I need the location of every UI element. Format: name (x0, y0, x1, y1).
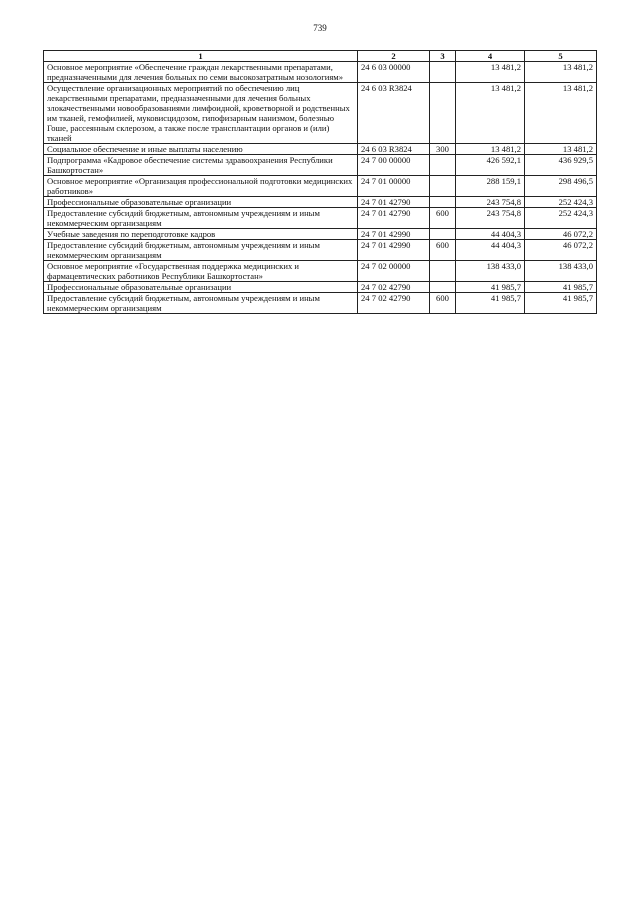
table-row (44, 197, 597, 208)
column-header-2: 2 (358, 51, 430, 62)
amount-col4-cell: 44 404,3 (456, 229, 525, 240)
column-header-5: 5 (525, 51, 597, 62)
name-cell: Основное мероприятие «Организация профессиональной подготовки медицинских работников» (44, 176, 358, 197)
amount-col5-cell: 138 433,0 (525, 261, 597, 282)
code-cell: 24 7 01 00000 (358, 176, 430, 197)
code-cell: 24 6 03 R3824 (358, 144, 430, 155)
table-row (44, 208, 597, 229)
table-row (44, 240, 597, 261)
code-cell: 24 7 00 00000 (358, 155, 430, 176)
name-cell: Предоставление субсидий бюджетным, автономным учреждениям и иным некоммерческим организациям (44, 208, 358, 229)
table-row (44, 62, 597, 83)
table-row (44, 155, 597, 176)
name-cell: Основное мероприятие «Обеспечение граждан лекарственными препаратами, предназначенными для лечения больных по семи высокозатратным нозологиям» (44, 62, 358, 83)
amount-col5-cell: 298 496,5 (525, 176, 597, 197)
name-cell: Подпрограмма «Кадровое обеспечение системы здравоохранения Республики Башкортостан» (44, 155, 358, 176)
expense-type-cell: 600 (430, 208, 456, 229)
expense-type-cell: 600 (430, 240, 456, 261)
column-header-1: 1 (44, 51, 358, 62)
expense-type-cell (430, 261, 456, 282)
table-row (44, 229, 597, 240)
code-cell: 24 7 01 42790 (358, 208, 430, 229)
table-body (44, 62, 597, 314)
code-cell: 24 7 01 42790 (358, 197, 430, 208)
amount-col4-cell: 41 985,7 (456, 293, 525, 314)
expense-type-cell: 300 (430, 144, 456, 155)
table-row (44, 144, 597, 155)
table-row (44, 293, 597, 314)
amount-col4-cell: 243 754,8 (456, 197, 525, 208)
code-cell: 24 6 03 R3824 (358, 83, 430, 144)
amount-col5-cell: 13 481,2 (525, 83, 597, 144)
amount-col5-cell: 436 929,5 (525, 155, 597, 176)
code-cell: 24 6 03 00000 (358, 62, 430, 83)
name-cell: Основное мероприятие «Государственная поддержка медицинских и фармацевтических работников Республики Башкортостан» (44, 261, 358, 282)
expense-type-cell (430, 62, 456, 83)
expense-type-cell: 600 (430, 293, 456, 314)
amount-col4-cell: 41 985,7 (456, 282, 525, 293)
table-row (44, 282, 597, 293)
amount-col5-cell: 13 481,2 (525, 62, 597, 83)
table-row (44, 176, 597, 197)
expense-type-cell (430, 229, 456, 240)
amount-col4-cell: 13 481,2 (456, 83, 525, 144)
amount-col4-cell: 13 481,2 (456, 144, 525, 155)
amount-col4-cell: 426 592,1 (456, 155, 525, 176)
column-header-3: 3 (430, 51, 456, 62)
expense-type-cell (430, 282, 456, 293)
amount-col5-cell: 252 424,3 (525, 208, 597, 229)
amount-col5-cell: 41 985,7 (525, 282, 597, 293)
amount-col5-cell: 252 424,3 (525, 197, 597, 208)
expense-type-cell (430, 155, 456, 176)
amount-col4-cell: 44 404,3 (456, 240, 525, 261)
name-cell: Социальное обеспечение и иные выплаты населению (44, 144, 358, 155)
name-cell: Учебные заведения по переподготовке кадров (44, 229, 358, 240)
table-row (44, 261, 597, 282)
code-cell: 24 7 02 42790 (358, 282, 430, 293)
amount-col4-cell: 13 481,2 (456, 62, 525, 83)
name-cell: Профессиональные образовательные организации (44, 282, 358, 293)
table-row (44, 83, 597, 144)
page-number: 739 (313, 23, 327, 33)
name-cell: Осуществление организационных мероприятий по обеспечению лиц лекарственными препаратами, предназначенными для лечения больных злокачественными новообразованиями лимфоидной, кроветворной и родственных им тканей, гемофилией, муковисцидозом, гипофизарным нанизмом, болезнью Гоше, рассеянным склерозом, а также после трансплантации органов и (или) тканей (44, 83, 358, 144)
amount-col4-cell: 288 159,1 (456, 176, 525, 197)
amount-col5-cell: 46 072,2 (525, 229, 597, 240)
expense-type-cell (430, 197, 456, 208)
name-cell: Предоставление субсидий бюджетным, автономным учреждениям и иным некоммерческим организациям (44, 240, 358, 261)
code-cell: 24 7 01 42990 (358, 240, 430, 261)
header-row (44, 51, 597, 62)
amount-col4-cell: 138 433,0 (456, 261, 525, 282)
column-header-4: 4 (456, 51, 525, 62)
expense-type-cell (430, 83, 456, 144)
budget-table (43, 50, 597, 314)
amount-col5-cell: 41 985,7 (525, 293, 597, 314)
amount-col5-cell: 13 481,2 (525, 144, 597, 155)
amount-col5-cell: 46 072,2 (525, 240, 597, 261)
code-cell: 24 7 02 00000 (358, 261, 430, 282)
code-cell: 24 7 02 42790 (358, 293, 430, 314)
expense-type-cell (430, 176, 456, 197)
table-header (44, 51, 597, 62)
name-cell: Профессиональные образовательные организации (44, 197, 358, 208)
code-cell: 24 7 01 42990 (358, 229, 430, 240)
amount-col4-cell: 243 754,8 (456, 208, 525, 229)
name-cell: Предоставление субсидий бюджетным, автономным учреждениям и иным некоммерческим организациям (44, 293, 358, 314)
